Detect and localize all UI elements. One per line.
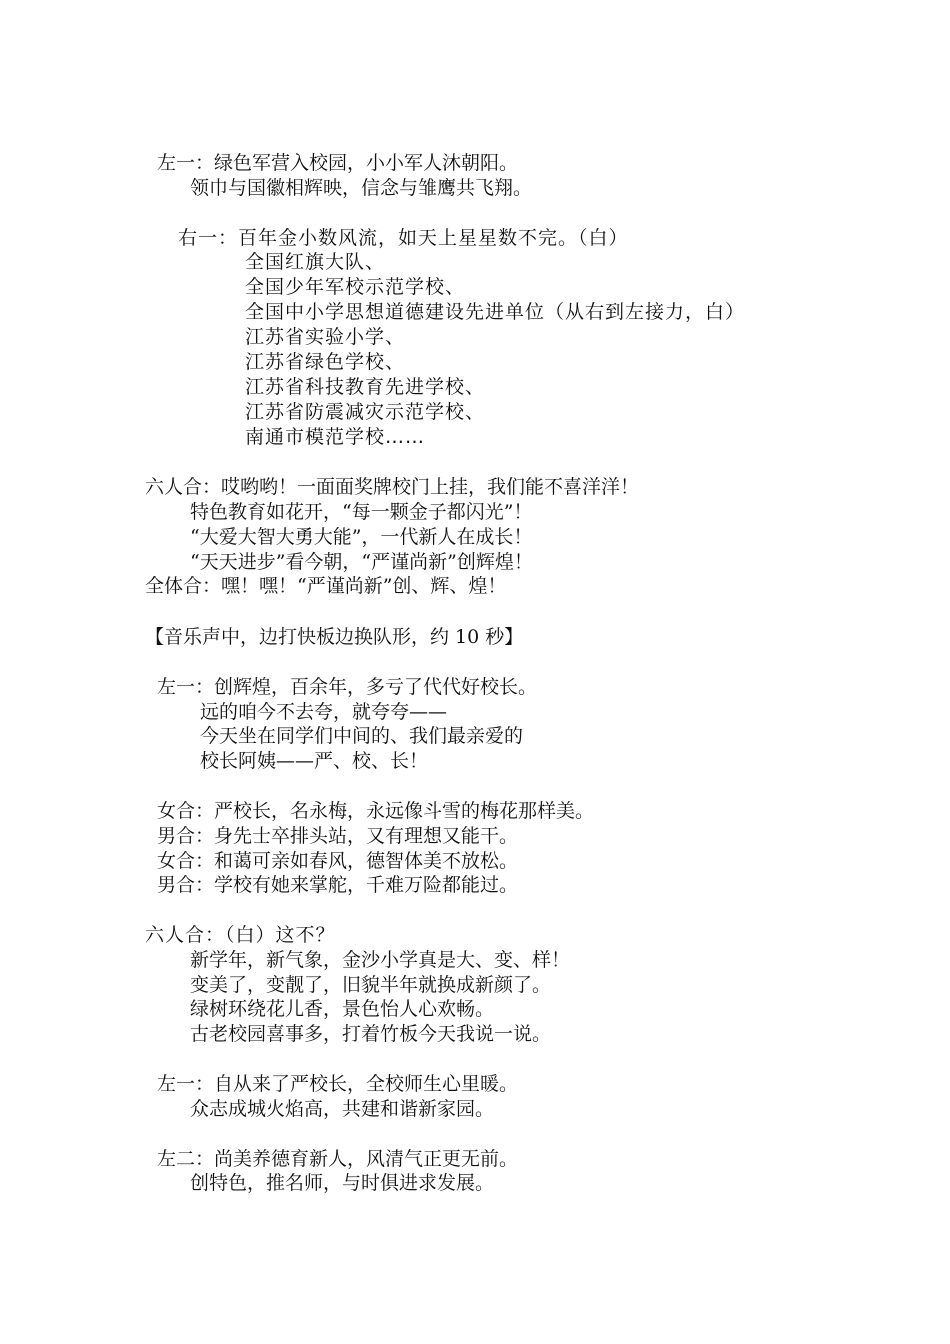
text-line: 左一：自从来了严校长，全校师生心里暖。 [157, 1073, 519, 1095]
text-line: 全体合：嘿！嘿！“严谨尚新”创、辉、煌！ [145, 575, 507, 597]
text-line: 右一：百年金小数风流，如天上星星数不完。（白） [178, 227, 629, 249]
text-line: 变美了，变靓了，旧貌半年就换成新颜了。 [190, 974, 552, 996]
text-line: 左一：绿色军营入校园，小小军人沐朝阳。 [157, 152, 519, 174]
text-line: 六人合：（白）这不？ [145, 924, 336, 946]
text-line: “天天进步”看今朝，“严谨尚新”创辉煌！ [190, 551, 533, 573]
text-line: 众志成城火焰高，共建和谐新家园。 [190, 1098, 495, 1120]
text-line: 六人合：哎哟哟！一面面奖牌校门上挂，我们能不喜洋洋！ [145, 476, 640, 498]
text-line: 校长阿姨——严、校、长！ [200, 750, 429, 772]
text-line: 远的咱今不去夸，就夸夸—— [200, 701, 448, 723]
text-line: 左二：尚美养德育新人，风清气正更无前。 [157, 1148, 519, 1170]
text-line: 全国中小学思想道德建设先进单位（从右到左接力，白） [245, 301, 746, 323]
text-line: 江苏省防震减灾示范学校、 [245, 401, 486, 423]
text-line: 男合：学校有她来掌舵，千难万险都能过。 [157, 874, 519, 896]
text-line: 绿树环绕花儿香，景色怡人心欢畅。 [190, 998, 495, 1020]
text-line: 全国红旗大队、 [245, 251, 386, 273]
text-line: 女合：严校长，名永梅，永远像斗雪的梅花那样美。 [157, 800, 595, 822]
text-line: 江苏省科技教育先进学校、 [245, 376, 486, 398]
stage-direction: 【音乐声中，边打快板边换队形，约 10 秒】 [145, 626, 524, 648]
text-line: 新学年，新气象，金沙小学真是大、变、样！ [190, 949, 571, 971]
text-line: 古老校园喜事多，打着竹板今天我说一说。 [190, 1023, 552, 1045]
text-line: “大爱大智大勇大能”，一代新人在成长！ [190, 526, 533, 548]
text-line: 江苏省绿色学校、 [245, 351, 406, 373]
text-line: 男合：身先士卒排头站，又有理想又能干。 [157, 825, 519, 847]
text-line: 领巾与国徽相辉映，信念与雏鹰共飞翔。 [190, 177, 533, 199]
text-line: 女合：和蔼可亲如春风，德智体美不放松。 [157, 850, 519, 872]
text-line: 江苏省实验小学、 [245, 326, 406, 348]
text-line: 特色教育如花开，“每一颗金子都闪光”！ [190, 501, 533, 523]
text-line: 全国少年军校示范学校、 [245, 276, 466, 298]
text-line: 今天坐在同学们中间的、我们最亲爱的 [200, 725, 524, 747]
text-line: 创特色，推名师，与时俱进求发展。 [190, 1172, 495, 1194]
text-line: 南通市模范学校…… [245, 426, 426, 448]
text-line: 左一：创辉煌，百余年，多亏了代代好校长。 [157, 676, 538, 698]
